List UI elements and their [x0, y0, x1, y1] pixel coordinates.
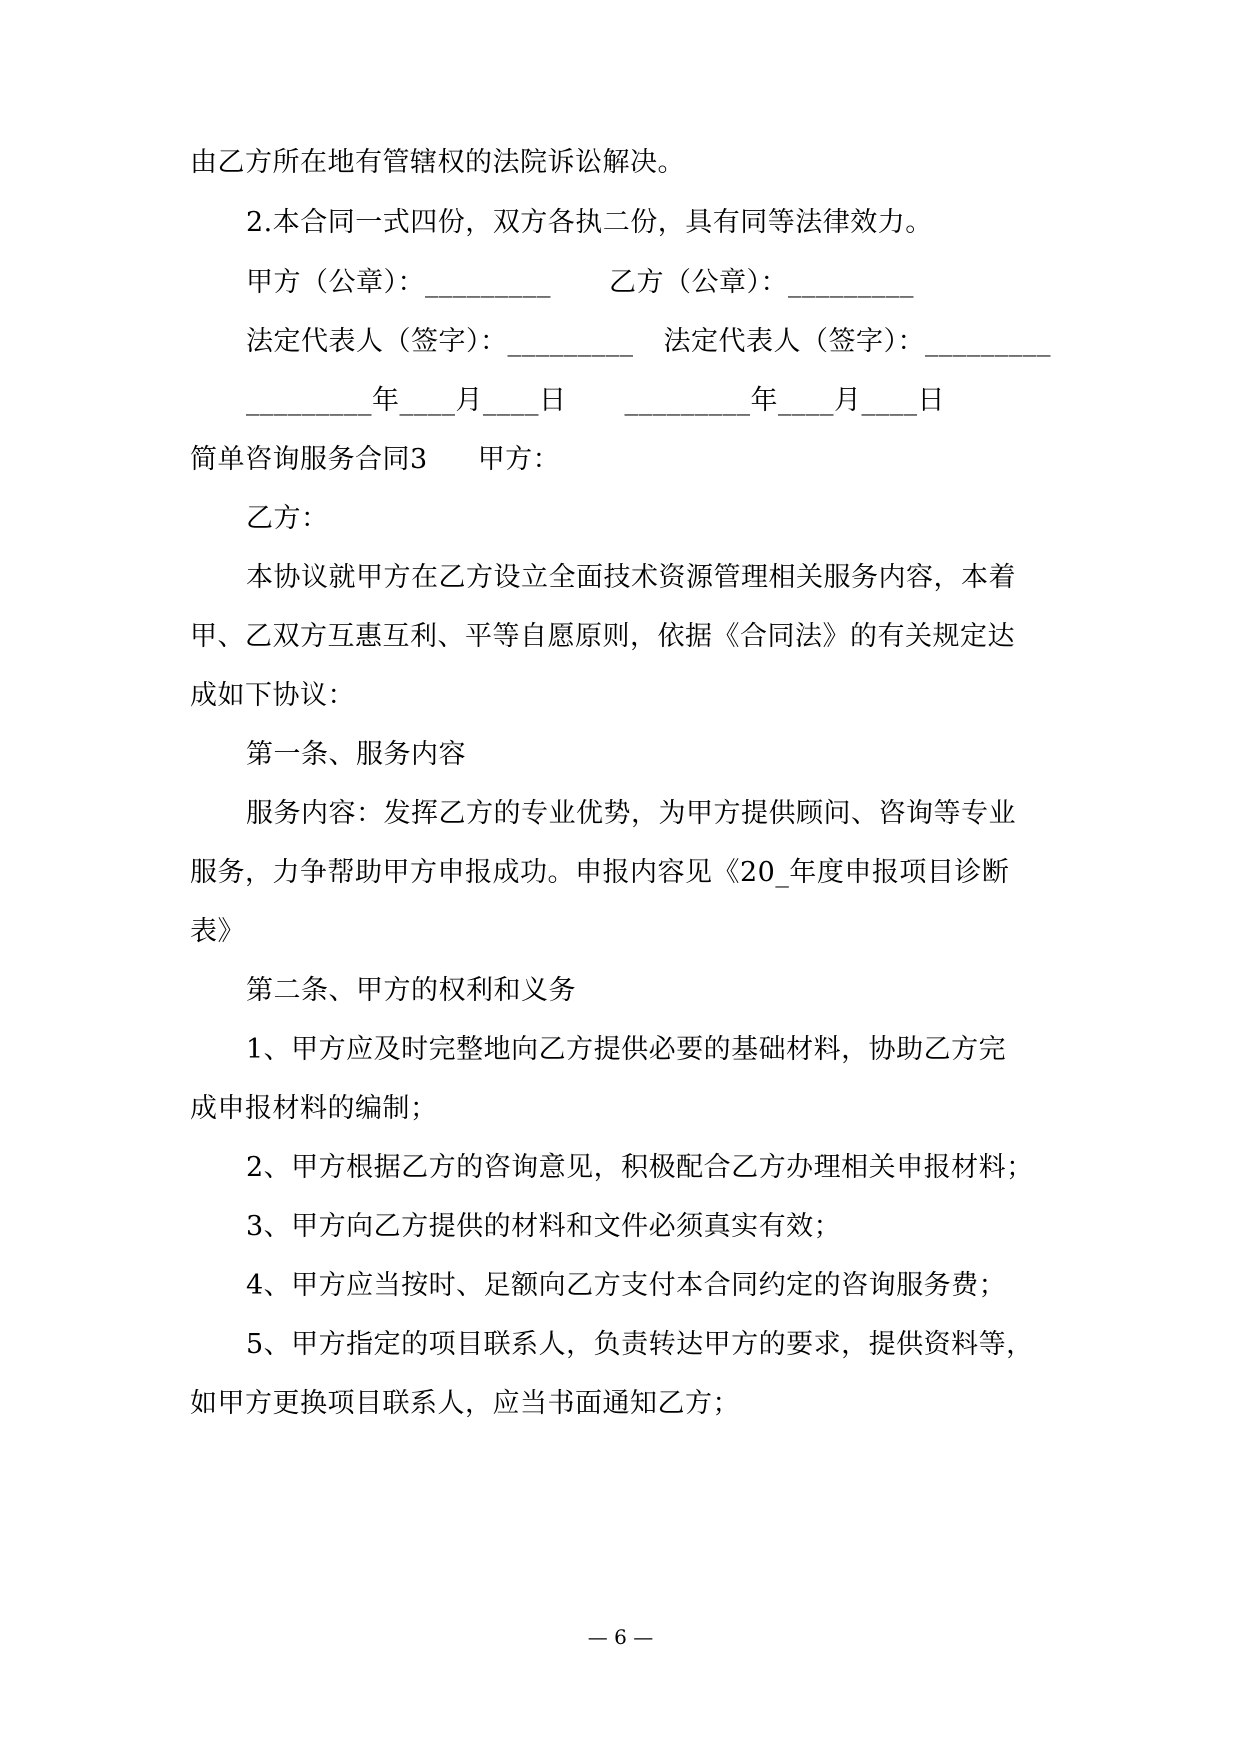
article-2-item-line: 如甲方更换项目联系人，应当书面通知乙方； — [190, 1388, 740, 1419]
intro-line: 甲、乙双方互惠互利、平等自愿原则，依据《合同法》的有关规定达 — [190, 621, 1015, 652]
text-line: 2.本合同一式四份，双方各执二份，具有同等法律效力。 — [246, 207, 933, 238]
page-number: — 6 — — [587, 1625, 654, 1649]
article-2-item-line: 3、甲方向乙方提供的材料和文件必须真实有效； — [246, 1211, 842, 1242]
article-2-item-line: 成申报材料的编制； — [190, 1093, 438, 1124]
rep-a-signature: 法定代表人（签字）：_________ — [246, 326, 634, 357]
contract-header-row — [190, 440, 560, 480]
article-2-item-line: 1、甲方应及时完整地向乙方提供必要的基础材料，协助乙方完 — [246, 1034, 1007, 1065]
article-1-body-line: 服务内容：发挥乙方的专业优势，为甲方提供顾问、咨询等专业 — [246, 798, 1016, 829]
article-2-item-line: 2、甲方根据乙方的咨询意见，积极配合乙方办理相关申报材料； — [246, 1152, 1034, 1183]
article-1-body-line: 服务，力争帮助甲方申报成功。申报内容见《20_年度申报项目诊断 — [190, 857, 1010, 888]
text-line: 由乙方所在地有管辖权的法院诉讼解决。 — [190, 147, 685, 178]
party-a-label: 甲方： — [477, 444, 561, 475]
article-1-title: 第一条、服务内容 — [246, 739, 466, 770]
signature-row-representative — [246, 322, 1051, 362]
signature-row-seal — [246, 263, 914, 303]
date-a: _________年____月____日 — [246, 385, 567, 416]
rep-b-signature: 法定代表人（签字）：_________ — [663, 326, 1051, 357]
intro-line: 本协议就甲方在乙方设立全面技术资源管理相关服务内容，本着 — [246, 562, 1016, 593]
party-a-seal: 甲方（公章）：_________ — [246, 267, 551, 298]
article-2-title: 第二条、甲方的权利和义务 — [246, 975, 576, 1006]
article-2-item-line: 4、甲方应当按时、足额向乙方支付本合同约定的咨询服务费； — [246, 1270, 1007, 1301]
intro-line: 成如下协议： — [190, 680, 355, 711]
article-1-body-line: 表》 — [190, 916, 245, 947]
article-2-item-line: 5、甲方指定的项目联系人，负责转达甲方的要求，提供资料等， — [246, 1329, 1034, 1360]
party-b-seal: 乙方（公章）：_________ — [609, 267, 914, 298]
signature-row-date — [246, 381, 945, 421]
party-b-label: 乙方： — [246, 503, 329, 534]
date-b: _________年____月____日 — [624, 385, 945, 416]
contract-title: 简单咨询服务合同3 — [190, 444, 428, 475]
